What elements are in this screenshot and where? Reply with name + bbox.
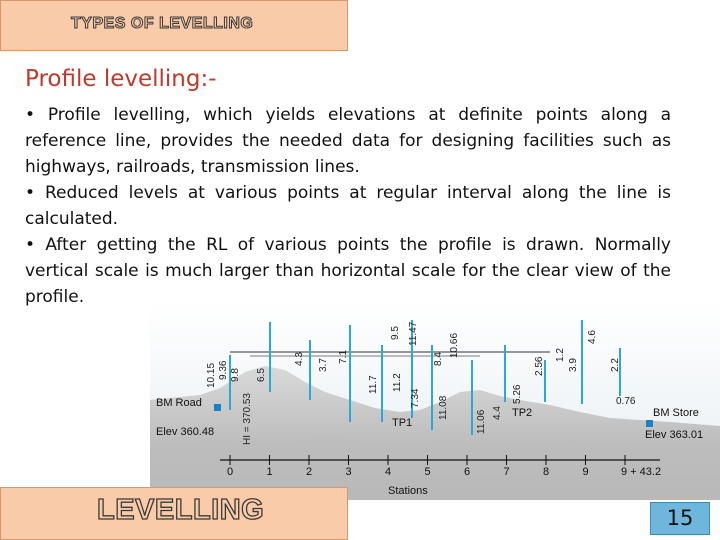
bm-store-elev: Elev 363.01: [645, 429, 704, 441]
reading-label: 7.34: [410, 388, 421, 408]
reading-label: 11.2: [392, 373, 403, 392]
station-tick-label: 0: [227, 466, 234, 478]
reading-label: 9.36: [218, 360, 229, 380]
reading-label: 6.5: [256, 368, 267, 382]
station-tick-label: 4: [385, 466, 392, 478]
station-tick-label: 9 + 43.2: [621, 466, 662, 478]
reading-label: 8.4: [433, 352, 444, 366]
slide-title-box: [0, 0, 348, 51]
tp1-label: TP1: [392, 417, 413, 429]
station-tick-label: 9: [582, 466, 589, 478]
bm-road-marker: [214, 404, 221, 411]
hi-label: HI = 370.53: [242, 393, 253, 445]
station-tick-label: 1: [266, 466, 273, 478]
bullet-item: • After getting the RL of various points the profile is drawn. Normally vertical scale is much larger than horizontal scale for the clear view of the profile.: [25, 235, 671, 307]
reading-label: 4.4: [492, 406, 503, 420]
station-tick-label: 5: [424, 466, 431, 478]
reading-label: 3.7: [318, 358, 329, 372]
bm-road-elev: Elev 360.48: [156, 426, 215, 438]
bm-store-label: BM Store: [653, 407, 699, 419]
reading-label: 0.76: [616, 396, 636, 407]
stations-label: Stations: [388, 485, 428, 497]
reading-label: 10.15: [206, 362, 217, 388]
reading-label: 10.66: [449, 332, 460, 358]
reading-label: 4.3: [294, 352, 305, 366]
footer-box: [0, 487, 348, 540]
reading-label: 7.1: [338, 350, 349, 364]
bullet-item: • Reduced levels at various points at regular interval along the line is calculated.: [25, 183, 671, 229]
slide-title: TYPES OF LEVELLING: [71, 15, 254, 32]
reading-label: 11.47: [408, 321, 419, 346]
bullet-list: [25, 102, 671, 310]
reading-label: 5.26: [512, 384, 523, 404]
reading-label: 9.8: [230, 368, 241, 382]
reading-label: 2.2: [610, 358, 621, 372]
reading-label: 11.08: [438, 395, 449, 420]
reading-label: 11.06: [476, 409, 487, 434]
station-tick-label: 7: [503, 466, 510, 478]
station-tick-label: 6: [464, 466, 471, 478]
station-tick-label: 3: [345, 466, 352, 478]
reading-label: 9.5: [390, 326, 401, 340]
page-number: 15: [650, 502, 710, 535]
bullet-item: • Profile levelling, which yields elevations at definite points along a reference line, provides the needed data for designing facilities such as highways, railroads, transmission lines.: [25, 105, 671, 177]
reading-label: 3.9: [568, 358, 579, 372]
bm-road-label: BM Road: [156, 397, 202, 409]
station-tick-label: 2: [306, 466, 313, 478]
section-heading: Profile levelling:-: [25, 66, 217, 92]
footer-title: LEVELLING: [97, 494, 265, 526]
station-tick-label: 8: [543, 466, 550, 478]
reading-label: 2.56: [534, 356, 545, 376]
reading-label: 4.6: [587, 330, 598, 344]
reading-label: 11.7: [368, 375, 379, 394]
reading-label: 1.2: [555, 348, 566, 362]
profile-levelling-figure: [150, 300, 720, 500]
bm-store-marker: [646, 420, 653, 427]
tp2-label: TP2: [512, 407, 533, 419]
